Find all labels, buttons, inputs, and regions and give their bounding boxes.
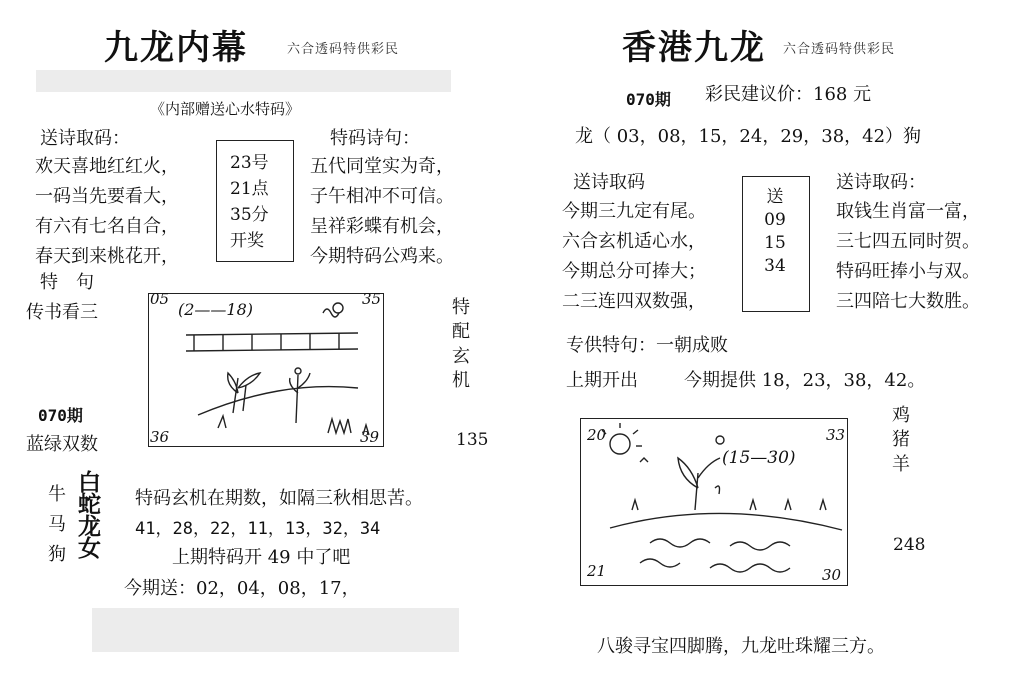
vertical-char: 特 bbox=[452, 297, 470, 318]
poem-line: 三七四五同时贺。 bbox=[836, 231, 980, 252]
zodiac-item: 蛇 bbox=[78, 491, 101, 518]
send-number: 09 bbox=[764, 209, 786, 230]
right-poem-header-right: 送诗取码： bbox=[836, 172, 926, 193]
right-subtitle: 六合透码特供彩民 bbox=[783, 42, 896, 57]
poem-line: 三四陪七大数胜。 bbox=[836, 291, 980, 312]
last-issue-line: 上期特码开 49 中了吧 bbox=[172, 547, 351, 568]
right-poem-left bbox=[562, 197, 706, 317]
poem-line: 春天到来桃花开， bbox=[35, 246, 179, 267]
zodiac-right bbox=[78, 469, 101, 562]
special-label: 特 句 bbox=[40, 272, 94, 293]
numbers-line: 41，28，22，11，13，32，34 bbox=[135, 519, 381, 539]
right-poem-right bbox=[836, 197, 980, 317]
right-issue: 070期 bbox=[626, 90, 671, 109]
side-number: 248 bbox=[893, 535, 926, 555]
zodiac-item: 狗 bbox=[48, 544, 66, 565]
sketch-corner: 05 bbox=[150, 290, 170, 308]
poem-line: 有六有七名自合， bbox=[35, 216, 179, 237]
send-box-text bbox=[752, 186, 798, 278]
left-top-band bbox=[36, 70, 451, 92]
zodiac-item: 女 bbox=[78, 535, 101, 562]
zodiac-item: 白 bbox=[78, 469, 101, 496]
sketch-corner: 36 bbox=[150, 428, 170, 446]
last-issue-label: 上期开出 bbox=[566, 370, 638, 391]
poem-line: 今期三九定有尾。 bbox=[562, 201, 706, 222]
poem-line: 呈祥彩蝶有机会， bbox=[310, 216, 454, 237]
left-title: 九龙内幕 bbox=[104, 28, 248, 68]
zodiac-item: 马 bbox=[48, 514, 66, 535]
left-poem bbox=[35, 152, 179, 272]
offer-line: 今期提供 18，23，38，42。 bbox=[684, 370, 926, 391]
zodiac-item: 龙 bbox=[78, 513, 101, 540]
zodiac-item: 猪 bbox=[892, 429, 910, 451]
left-banner: 《内部赠送心水特码》 bbox=[150, 100, 301, 118]
draw-hour: 21点 bbox=[230, 179, 269, 199]
draw-time-text bbox=[230, 150, 269, 254]
sketch-corner: 21 bbox=[587, 562, 607, 580]
right-title: 香港九龙 bbox=[622, 28, 766, 68]
draw-day: 23号 bbox=[230, 153, 269, 173]
left-subtitle: 六合透码特供彩民 bbox=[287, 42, 400, 57]
poem-line: 欢天喜地红红火， bbox=[35, 156, 179, 177]
sketch-corner: 39 bbox=[360, 428, 380, 446]
price: 彩民建议价：168 元 bbox=[705, 84, 872, 105]
poem-line: 子午相冲不可信。 bbox=[310, 186, 454, 207]
poem-line: 五代同堂实为奇， bbox=[310, 156, 454, 177]
poem-line: 今期总分可捧大； bbox=[562, 261, 706, 282]
send-label: 送 bbox=[766, 187, 784, 207]
draw-label: 开奖 bbox=[230, 231, 264, 251]
send-number: 34 bbox=[764, 255, 786, 276]
vertical-char: 玄 bbox=[452, 345, 470, 367]
draw-minute: 35分 bbox=[230, 205, 269, 225]
special-poem bbox=[310, 152, 454, 272]
vertical-char: 机 bbox=[452, 369, 470, 391]
zodiac-item: 鸡 bbox=[892, 405, 910, 426]
right-poem-header-left: 送诗取码 bbox=[573, 172, 645, 193]
issue-hint: 蓝绿双数 bbox=[26, 434, 98, 455]
vertical-label bbox=[452, 296, 470, 393]
zodiac-list bbox=[892, 404, 910, 477]
dragon-line: 龙（ 03，08，15，24，29，38，42）狗 bbox=[575, 126, 922, 147]
sketch-range: (15—30) bbox=[722, 448, 796, 468]
mystery-line: 特码玄机在期数，如隔三秋相思苦。 bbox=[135, 488, 423, 509]
vertical-char: 配 bbox=[452, 321, 470, 343]
send-number: 15 bbox=[764, 232, 786, 253]
vertical-number: 135 bbox=[456, 430, 489, 450]
special-poem-header: 特码诗句： bbox=[330, 128, 420, 149]
sketch-corner: 35 bbox=[362, 290, 382, 308]
left-sketch-illustration bbox=[148, 293, 382, 445]
left-poem-header: 送诗取码： bbox=[40, 128, 130, 149]
zodiac-left bbox=[48, 480, 66, 570]
poem-line: 取钱生肖富一富， bbox=[836, 201, 980, 222]
sketch-corner: 33 bbox=[826, 426, 846, 444]
right-special-phrase: 专供特句：一朝成败 bbox=[566, 335, 728, 356]
right-sketch-illustration bbox=[580, 418, 846, 584]
poem-line: 二三连四双数强， bbox=[562, 291, 706, 312]
poem-line: 一码当先要看大， bbox=[35, 186, 179, 207]
poem-line: 今期特码公鸡来。 bbox=[310, 246, 454, 267]
left-issue: 070期 bbox=[38, 406, 83, 425]
poem-line: 特码旺捧小与双。 bbox=[836, 261, 980, 282]
this-issue-line: 今期送：02，04，08，17， bbox=[124, 578, 360, 599]
sketch-range: (2——18) bbox=[178, 300, 254, 319]
zodiac-item: 牛 bbox=[48, 484, 66, 505]
sketch-corner: 20 bbox=[587, 426, 607, 444]
special-phrase: 传书看三 bbox=[26, 302, 98, 323]
footer-line: 八骏寻宝四脚腾，九龙吐珠耀三方。 bbox=[597, 636, 885, 657]
poem-line: 六合玄机适心水， bbox=[562, 231, 706, 252]
sketch-corner: 30 bbox=[822, 566, 842, 584]
left-bottom-band bbox=[92, 608, 459, 652]
zodiac-item: 羊 bbox=[892, 453, 910, 475]
